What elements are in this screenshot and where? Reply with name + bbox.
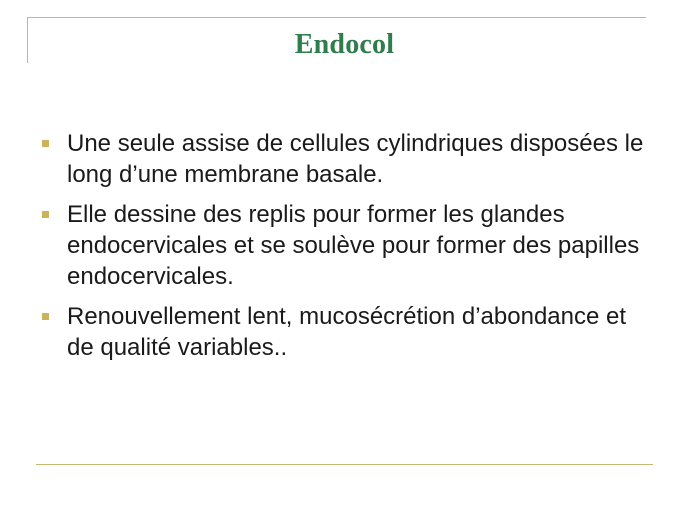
bullet-item [42, 301, 652, 363]
bullet-item [42, 128, 652, 190]
bullet-text: Une seule assise de cellules cylindriques disposées le long d’une membrane basale. [67, 130, 644, 188]
bullet-item [42, 199, 652, 292]
bullet-list [42, 128, 652, 372]
top-divider [27, 17, 646, 18]
bullet-text: Elle dessine des replis pour former les glandes endocervicales et se soulève pour former des papilles endocervicales. [67, 201, 640, 290]
slide-title: Endocol [294, 29, 395, 60]
square-bullet-icon [42, 313, 49, 320]
bottom-divider [36, 464, 653, 465]
bullet-text: Renouvellement lent, mucosécrétion d’abondance et de qualité variables.. [67, 303, 627, 361]
square-bullet-icon [42, 140, 49, 147]
square-bullet-icon [42, 211, 49, 218]
